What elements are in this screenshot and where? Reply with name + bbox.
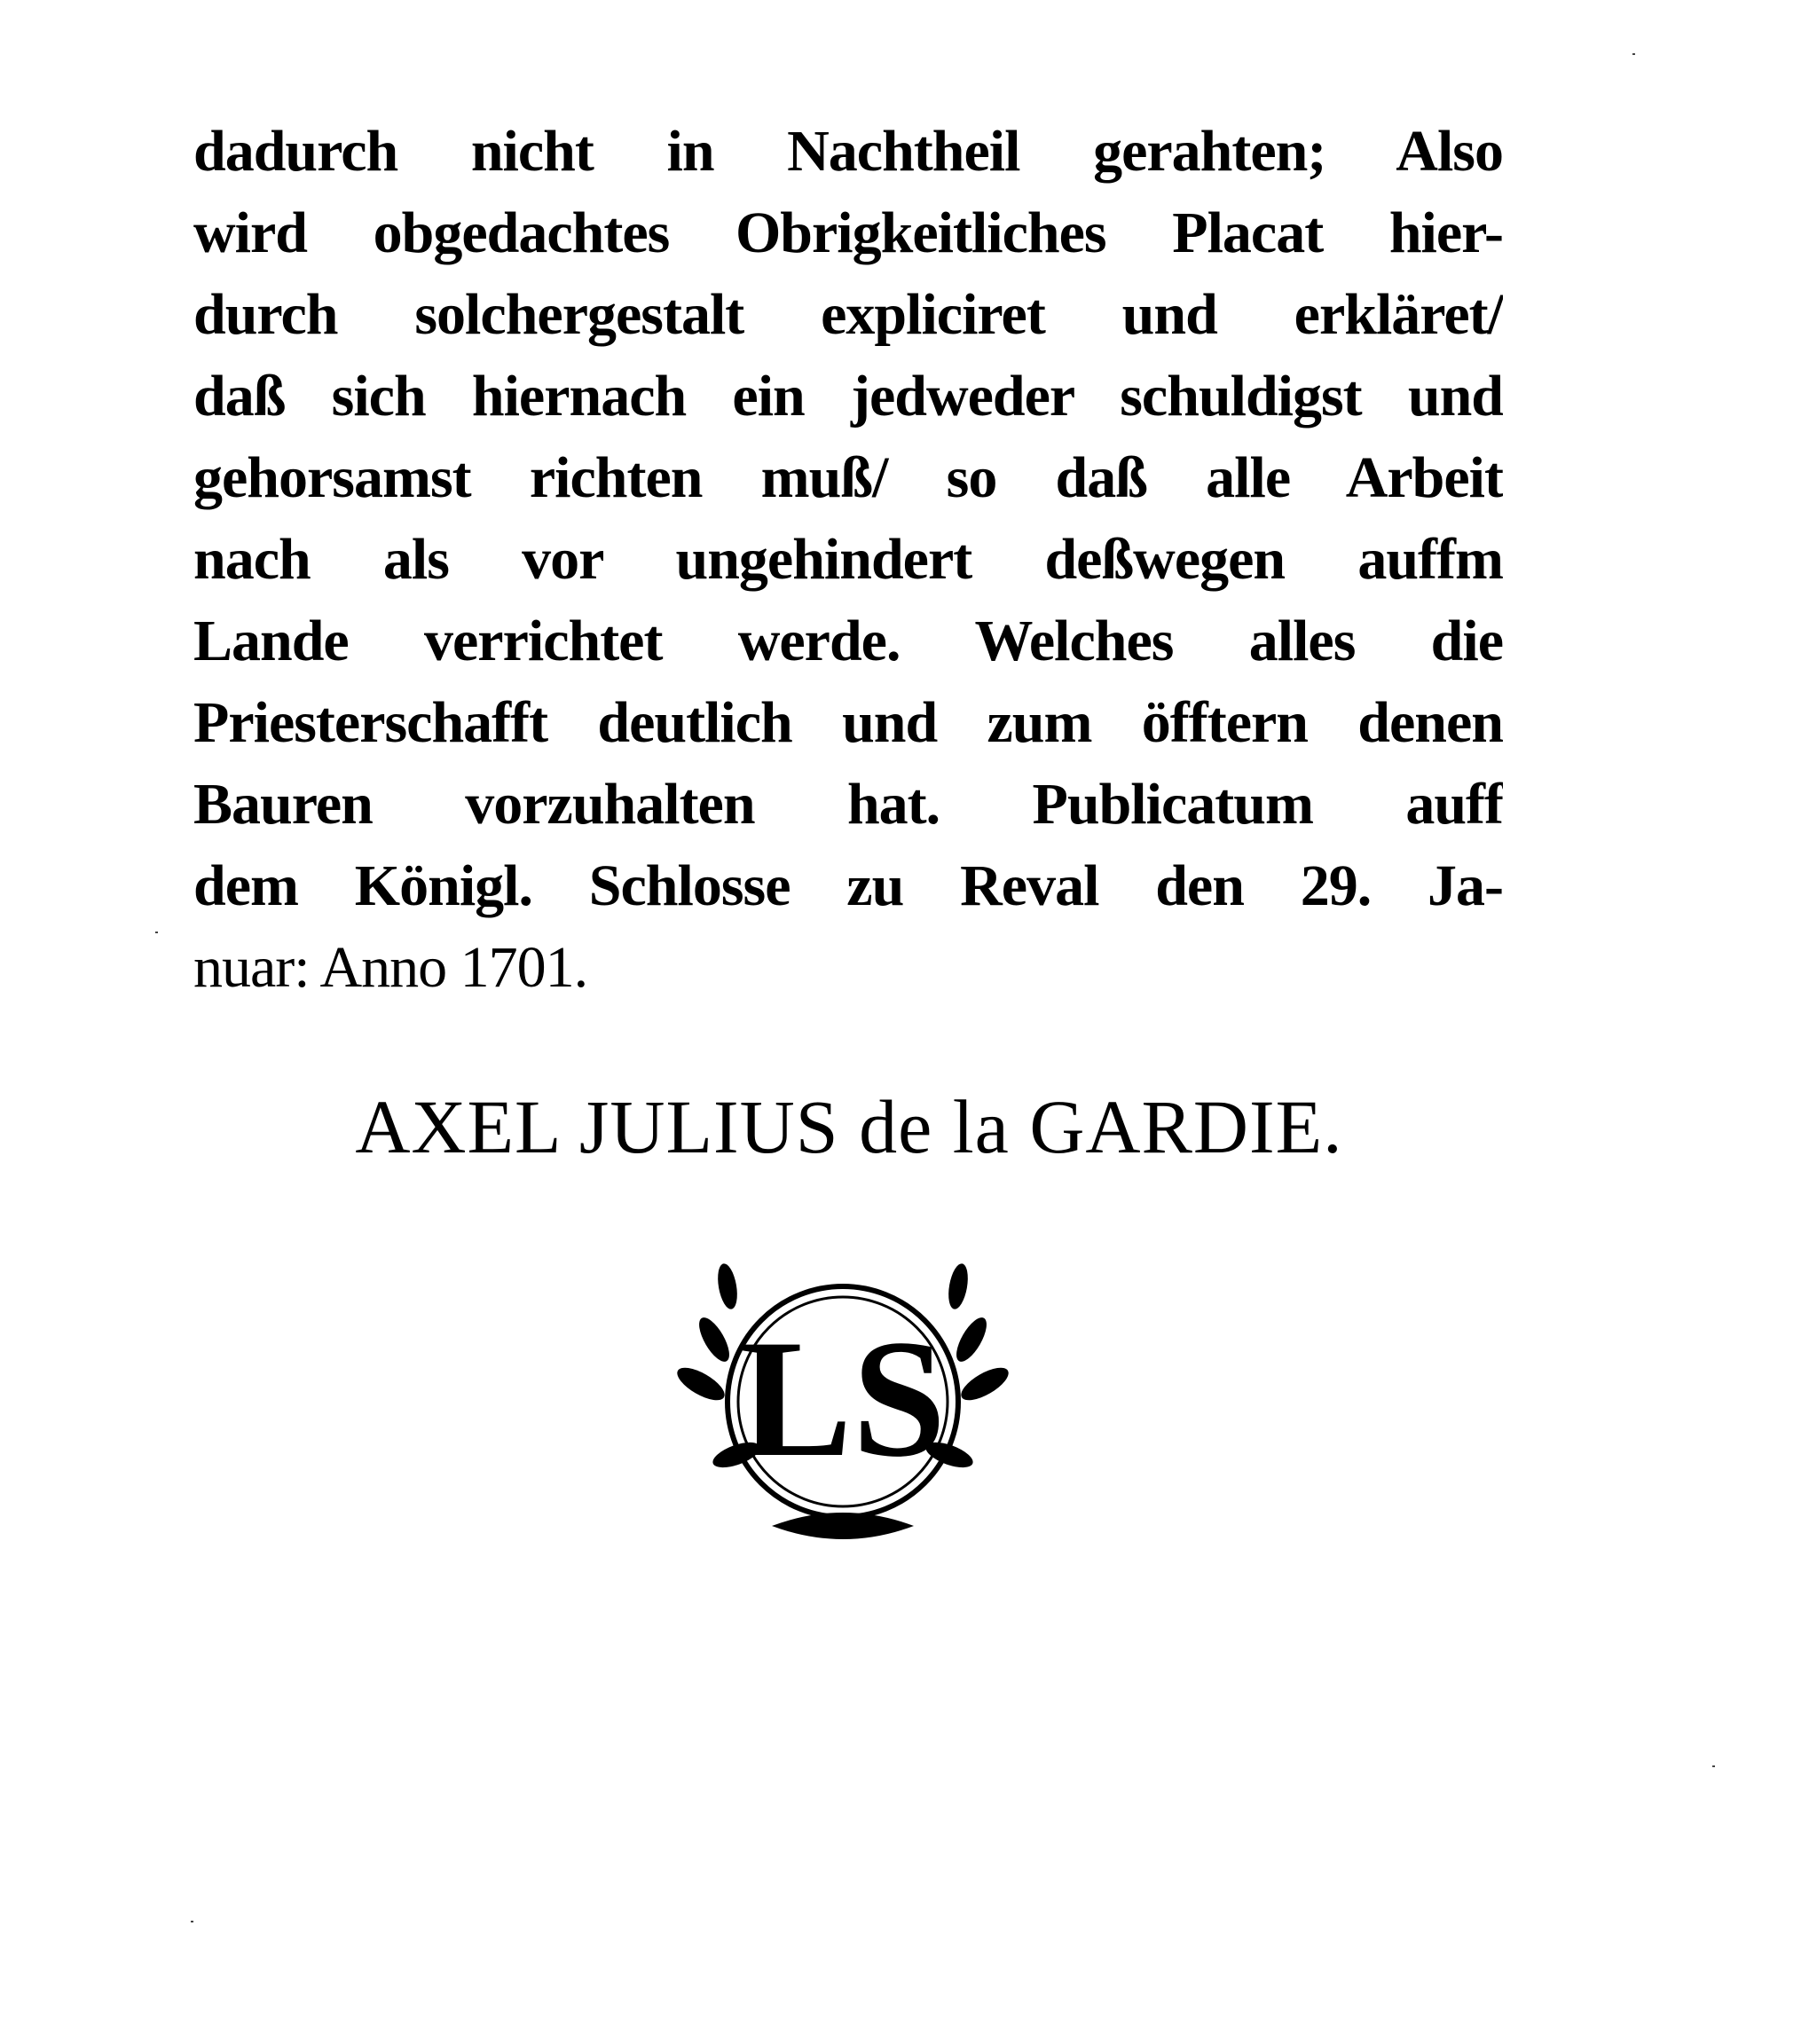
paper-speck — [155, 932, 158, 933]
paper-speck — [1632, 53, 1635, 55]
text-line: daß sich hiernach ein jedweder schuldigst und — [193, 364, 1503, 428]
text-line: nach als vor ungehindert deßwegen auffm — [193, 527, 1503, 592]
text-line: Priesterschafft deutlich und zum öfftern denen — [193, 690, 1503, 755]
text-line-date: nuar: Anno 1701. — [193, 935, 588, 1000]
seal-wreath-icon — [639, 1233, 1047, 1570]
text-line: wird obgedachtes Obrigkeitliches Placat hier- — [193, 200, 1503, 265]
text-line: Bauren vorzuhalten hat. Publicatum auff — [193, 772, 1503, 837]
text-line: durch solchergestalt expliciret und erkläret/ — [193, 282, 1503, 347]
text-line: dadurch nicht in Nachtheil gerahten; Also — [193, 119, 1503, 184]
seal-letters: LS — [739, 1306, 947, 1492]
paper-speck — [191, 1921, 193, 1922]
text-line: gehorsamst richten muß/ so daß alle Arbeit — [193, 445, 1503, 510]
paper-speck — [1712, 1765, 1715, 1767]
text-line: dem Königl. Schlosse zu Reval den 29. Ja- — [193, 853, 1503, 918]
signature: AXEL JULIUS de la GARDIE. — [355, 1084, 1343, 1169]
text-line: Lande verrichtet werde. Welches alles die — [193, 609, 1503, 673]
document-body — [193, 111, 1503, 1009]
